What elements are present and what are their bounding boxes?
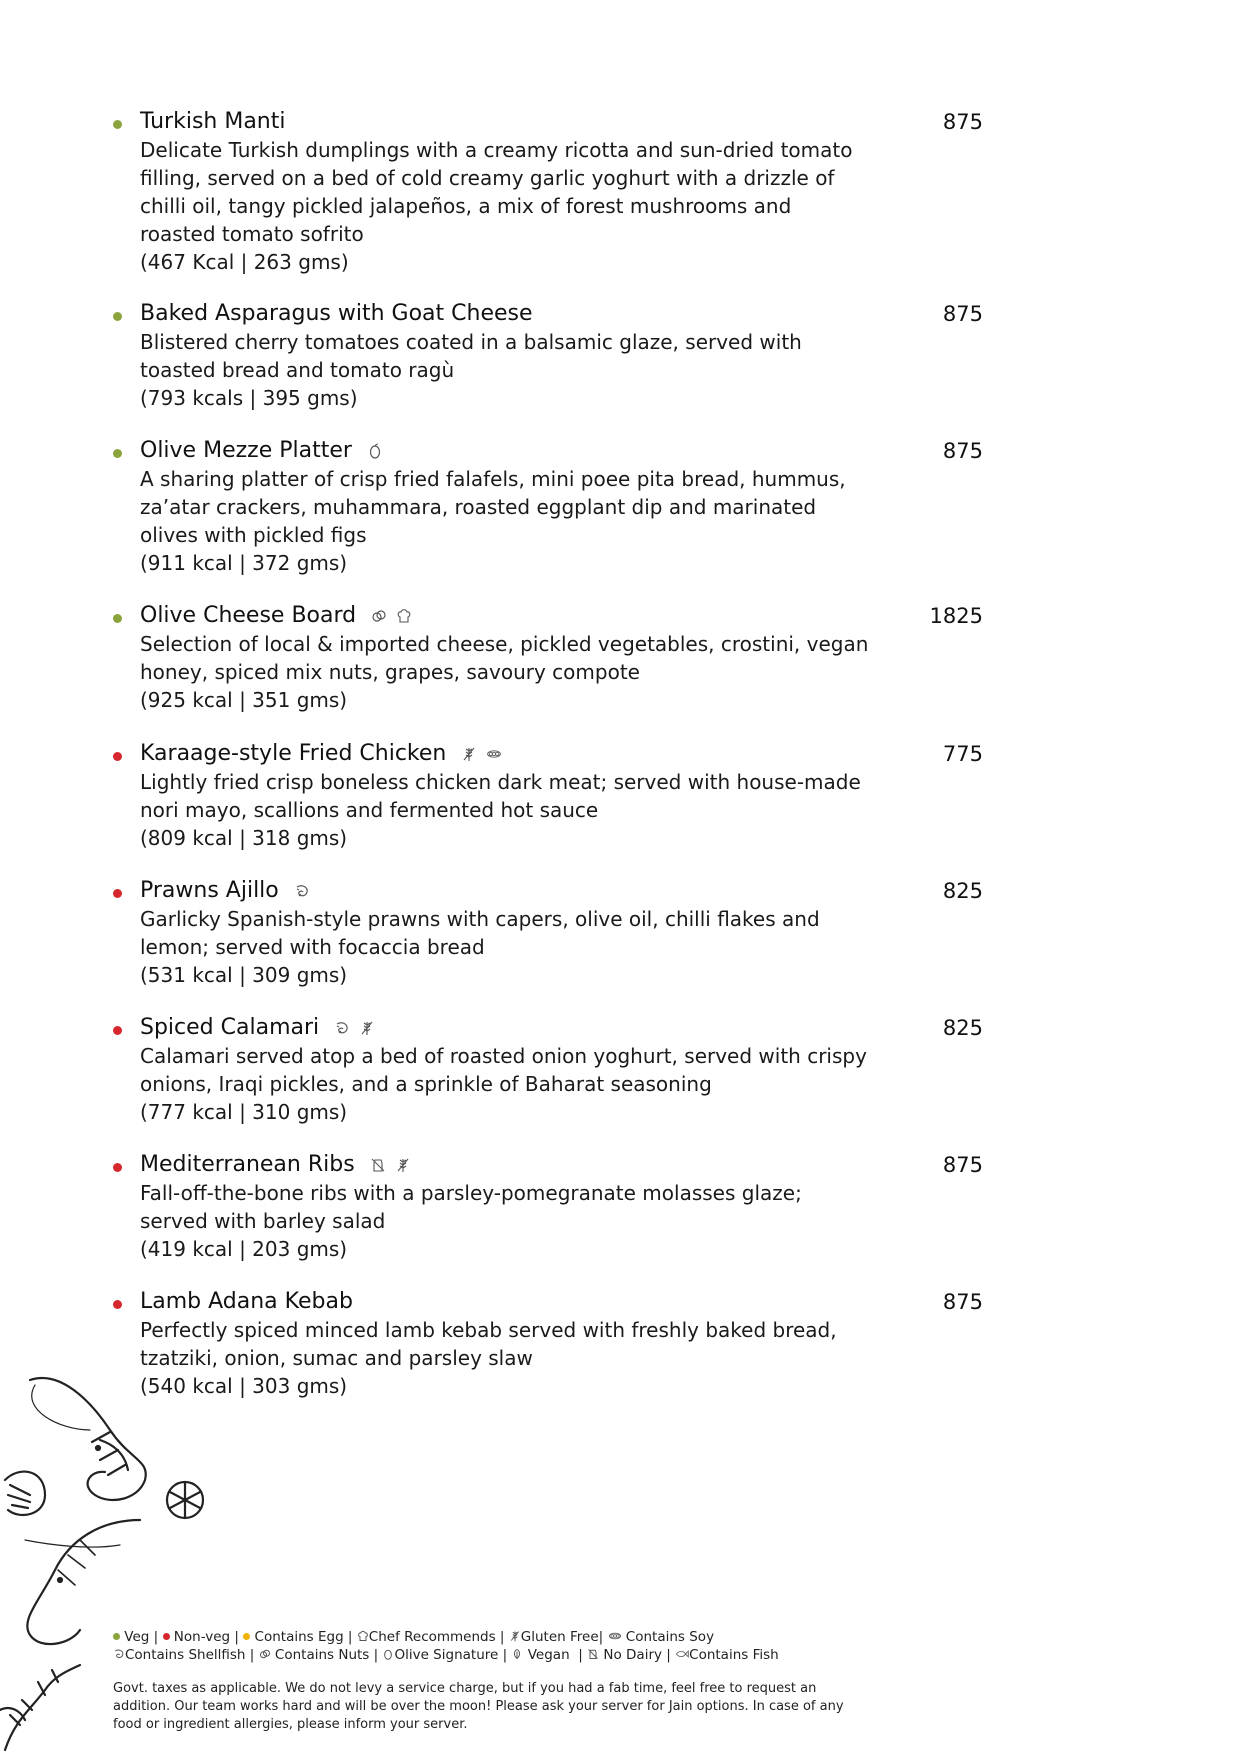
dish-name-text: Prawns Ajillo: [140, 878, 279, 903]
chef-hat-icon: [357, 1630, 369, 1642]
dish-name-text: Mediterranean Ribs: [140, 1152, 355, 1177]
legend-veg: Veg: [124, 1629, 150, 1645]
dish-name-text: Olive Cheese Board: [140, 603, 357, 628]
description-text: Blistered cherry tomatoes coated in a balsamic glaze, served with toasted bread and tomato ragù: [140, 330, 802, 382]
shellfish-icon: [334, 1020, 350, 1036]
dish-description: [140, 768, 870, 852]
dish-description: [140, 328, 870, 412]
dish-description: [140, 136, 870, 276]
dish-name: [140, 1151, 413, 1179]
dish-name: [140, 877, 312, 905]
veg-dot-icon: [113, 312, 122, 321]
description-text: A sharing platter of crisp fried falafels, mini poee pita bread, hummus, za’atar crackers, muhammara, roasted eggplant dip and marinated olives with pickled figs: [140, 467, 846, 547]
dish-price: 875: [942, 1290, 983, 1314]
dish-name: Baked Asparagus with Goat Cheese: [140, 301, 533, 326]
dish-name: [140, 602, 414, 630]
gluten-free-icon: [395, 1157, 411, 1173]
soy-icon: [486, 746, 502, 762]
dish-name-text: Spiced Calamari: [140, 1015, 320, 1040]
no-dairy-icon: [587, 1648, 599, 1660]
soy-icon: [608, 1630, 622, 1642]
dish-name-text: Karaage-style Fried Chicken: [140, 741, 447, 766]
nonveg-dot-icon: [113, 889, 122, 898]
veg-dot-icon: [113, 614, 122, 623]
veg-dot-icon: [113, 449, 122, 458]
legend-no-dairy: No Dairy: [603, 1647, 662, 1663]
prawn-drawing: [30, 1378, 146, 1500]
legend-row: Veg | Non-veg | Contains Egg | Chef Recommends | Gluten Free| Contains Soy: [113, 1628, 873, 1646]
legend: [113, 1628, 873, 1664]
dish-description: [140, 1042, 870, 1126]
legend-row: Contains Shellfish | Contains Nuts | Olive Signature | Vegan | No Dairy | Contains Fish: [113, 1646, 873, 1664]
description-text: Lightly fried crisp boneless chicken dark meat; served with house-made nori mayo, scallions and fermented hot sauce: [140, 770, 861, 822]
chef-hat-icon: [396, 608, 412, 624]
nutrition-info: (793 kcals | 395 gms): [140, 386, 358, 410]
legend-nonveg: Non-veg: [173, 1629, 231, 1645]
dish-price: 875: [942, 1153, 983, 1177]
gluten-free-icon: [461, 746, 477, 762]
nutrition-info: (540 kcal | 303 gms): [140, 1374, 348, 1398]
legend-soy: Contains Soy: [625, 1629, 715, 1645]
nutrition-info: (911 kcal | 372 gms): [140, 551, 348, 575]
nutrition-info: (925 kcal | 351 gms): [140, 688, 348, 712]
dish-price: 825: [942, 1016, 983, 1040]
description-text: Delicate Turkish dumplings with a creamy ricotta and sun-dried tomato filling, served on a bed of cold creamy garlic yoghurt with a drizzle of chilli oil, tangy pickled jalapeños, a mix of forest mushrooms and roasted tomato sofrito: [140, 138, 853, 246]
dish-description: [140, 465, 870, 577]
shellfish-icon: [113, 1648, 125, 1660]
dish-description: [140, 1179, 870, 1263]
dish-price: 875: [942, 302, 983, 326]
description-text: Perfectly spiced minced lamb kebab served with freshly baked bread, tzatziki, onion, sumac and parsley slaw: [140, 1318, 837, 1370]
nutrition-info: (777 kcal | 310 gms): [140, 1100, 348, 1124]
nonveg-dot-icon: [163, 1633, 170, 1640]
nutrition-info: (419 kcal | 203 gms): [140, 1237, 348, 1261]
dish-name: Lamb Adana Kebab: [140, 1289, 353, 1314]
fish-icon: [675, 1648, 689, 1660]
dish-description: [140, 905, 870, 989]
olive-signature-icon: [382, 1648, 394, 1660]
nonveg-dot-icon: [113, 1300, 122, 1309]
dish-name: Turkish Manti: [140, 109, 286, 134]
gluten-free-icon: [359, 1020, 375, 1036]
prawn-drawing: [27, 1520, 140, 1644]
dish-name: [140, 1014, 377, 1042]
description-text: Calamari served atop a bed of roasted onion yoghurt, served with crispy onions, Iraqi pickles, and a sprinkle of Baharat seasoning: [140, 1044, 867, 1096]
vegan-icon: [511, 1648, 523, 1660]
nuts-icon: [371, 608, 387, 624]
dish-description: [140, 1316, 870, 1400]
nutrition-info: (467 Kcal | 263 gms): [140, 250, 349, 274]
footnote: Govt. taxes as applicable. We do not levy a service charge, but if you had a fab time, feel free to request an addition. Our team works hard and will be over the moon! Please ask your server for Jain options. In case of any food or ingredient allergies, please inform your server.: [113, 1681, 844, 1732]
legend-fish: Contains Fish: [689, 1647, 779, 1663]
nuts-icon: [259, 1648, 271, 1660]
legend-chef: Chef Recommends: [368, 1629, 496, 1645]
nonveg-dot-icon: [113, 1163, 122, 1172]
dish-description: [140, 630, 870, 714]
seaweed-drawing: [5, 1665, 80, 1750]
dish-price: 825: [942, 879, 983, 903]
no-dairy-icon: [370, 1157, 386, 1173]
nonveg-dot-icon: [113, 752, 122, 761]
nonveg-dot-icon: [113, 1026, 122, 1035]
legend-egg: Contains Egg: [254, 1629, 344, 1645]
dish-price: 875: [942, 439, 983, 463]
dish-price: 875: [942, 110, 983, 134]
legend-shellfish: Contains Shellfish: [125, 1647, 246, 1663]
legend-olive-signature: Olive Signature: [394, 1647, 499, 1663]
gluten-free-icon: [509, 1630, 521, 1642]
dish-price: 1825: [929, 604, 983, 628]
legend-nuts: Contains Nuts: [274, 1647, 370, 1663]
dish-name: [140, 437, 385, 465]
dish-price: 775: [942, 742, 983, 766]
dish-name-text: Olive Mezze Platter: [140, 438, 352, 463]
nutrition-info: (809 kcal | 318 gms): [140, 826, 348, 850]
dish-name: [140, 740, 504, 768]
veg-dot-icon: [113, 120, 122, 129]
egg-dot-icon: [243, 1633, 250, 1640]
description-text: Fall-off-the-bone ribs with a parsley-pomegranate molasses glaze; served with barley salad: [140, 1181, 802, 1233]
nutrition-info: (531 kcal | 309 gms): [140, 963, 348, 987]
legend-vegan: Vegan: [527, 1647, 570, 1663]
veg-dot-icon: [113, 1633, 120, 1640]
legend-gluten-free: Gluten Free: [520, 1629, 599, 1645]
shellfish-icon: [294, 883, 310, 899]
description-text: Selection of local & imported cheese, pickled vegetables, crostini, vegan honey, spiced mix nuts, grapes, savoury compote: [140, 632, 869, 684]
olive-signature-icon: [367, 443, 383, 459]
description-text: Garlicky Spanish-style prawns with capers, olive oil, chilli flakes and lemon; served with focaccia bread: [140, 907, 820, 959]
